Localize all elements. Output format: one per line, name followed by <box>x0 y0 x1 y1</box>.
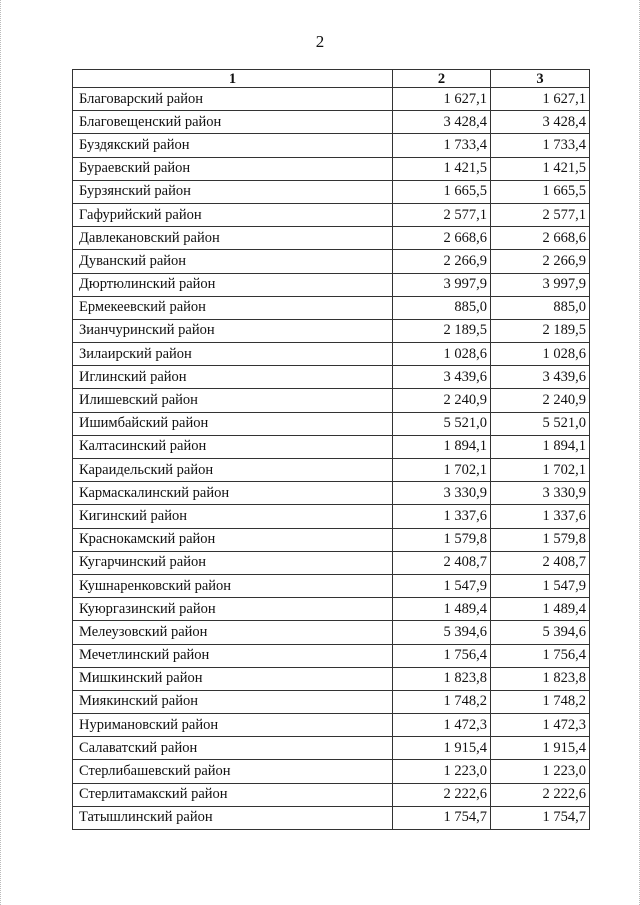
table-row <box>73 551 590 574</box>
table-row <box>73 644 590 667</box>
value-col3-cell: 1 223,0 <box>491 760 590 783</box>
column-header-1: 1 <box>73 70 393 88</box>
table-row <box>73 296 590 319</box>
table-row <box>73 134 590 157</box>
value-col2-cell: 1 627,1 <box>393 88 491 111</box>
value-col3-cell: 1 702,1 <box>491 459 590 482</box>
table-row <box>73 180 590 203</box>
district-name-cell: Мелеузовский район <box>73 621 393 644</box>
value-col3-cell: 1 028,6 <box>491 343 590 366</box>
district-name-cell: Караидельский район <box>73 459 393 482</box>
column-header-3: 3 <box>491 70 590 88</box>
district-name-cell: Зианчуринский район <box>73 319 393 342</box>
table-row <box>73 667 590 690</box>
district-name-cell: Краснокамский район <box>73 528 393 551</box>
table-row <box>73 621 590 644</box>
value-col2-cell: 3 439,6 <box>393 366 491 389</box>
value-col3-cell: 1 489,4 <box>491 598 590 621</box>
value-col3-cell: 1 579,8 <box>491 528 590 551</box>
table-row <box>73 389 590 412</box>
value-col3-cell: 2 408,7 <box>491 551 590 574</box>
value-col3-cell: 2 240,9 <box>491 389 590 412</box>
value-col2-cell: 1 472,3 <box>393 714 491 737</box>
value-col2-cell: 1 733,4 <box>393 134 491 157</box>
district-name-cell: Миякинский район <box>73 690 393 713</box>
table-row <box>73 505 590 528</box>
table-row <box>73 250 590 273</box>
value-col3-cell: 2 222,6 <box>491 783 590 806</box>
district-table <box>72 69 590 830</box>
value-col3-cell: 2 266,9 <box>491 250 590 273</box>
district-name-cell: Стерлитамакский район <box>73 783 393 806</box>
value-col3-cell: 1 337,6 <box>491 505 590 528</box>
table-row <box>73 435 590 458</box>
value-col2-cell: 1 915,4 <box>393 737 491 760</box>
value-col2-cell: 2 668,6 <box>393 227 491 250</box>
district-name-cell: Куюргазинский район <box>73 598 393 621</box>
value-col3-cell: 1 665,5 <box>491 180 590 203</box>
scan-edge-left <box>0 0 3 905</box>
value-col2-cell: 1 489,4 <box>393 598 491 621</box>
table-body <box>73 88 590 830</box>
district-name-cell: Благоварский район <box>73 88 393 111</box>
table-row <box>73 273 590 296</box>
value-col2-cell: 1 748,2 <box>393 690 491 713</box>
value-col3-cell: 3 330,9 <box>491 482 590 505</box>
district-name-cell: Татышлинский район <box>73 806 393 829</box>
district-name-cell: Зилаирский район <box>73 343 393 366</box>
district-name-cell: Мишкинский район <box>73 667 393 690</box>
table-row <box>73 366 590 389</box>
table-row <box>73 783 590 806</box>
district-name-cell: Давлекановский район <box>73 227 393 250</box>
value-col2-cell: 1 547,9 <box>393 574 491 597</box>
table-row <box>73 528 590 551</box>
value-col2-cell: 1 028,6 <box>393 343 491 366</box>
table-row <box>73 157 590 180</box>
value-col3-cell: 3 439,6 <box>491 366 590 389</box>
district-name-cell: Кармаскалинский район <box>73 482 393 505</box>
table-row <box>73 598 590 621</box>
value-col3-cell: 1 894,1 <box>491 435 590 458</box>
value-col2-cell: 1 754,7 <box>393 806 491 829</box>
value-col2-cell: 2 408,7 <box>393 551 491 574</box>
value-col3-cell: 885,0 <box>491 296 590 319</box>
value-col3-cell: 2 668,6 <box>491 227 590 250</box>
district-name-cell: Ишимбайский район <box>73 412 393 435</box>
value-col3-cell: 3 997,9 <box>491 273 590 296</box>
value-col3-cell: 1 915,4 <box>491 737 590 760</box>
value-col3-cell: 5 394,6 <box>491 621 590 644</box>
table-row <box>73 319 590 342</box>
district-name-cell: Илишевский район <box>73 389 393 412</box>
value-col3-cell: 1 472,3 <box>491 714 590 737</box>
value-col2-cell: 1 894,1 <box>393 435 491 458</box>
value-col3-cell: 2 577,1 <box>491 203 590 226</box>
value-col2-cell: 3 997,9 <box>393 273 491 296</box>
district-name-cell: Нуримановский район <box>73 714 393 737</box>
district-name-cell: Дуванский район <box>73 250 393 273</box>
column-header-2: 2 <box>393 70 491 88</box>
value-col3-cell: 1 748,2 <box>491 690 590 713</box>
table-header-row <box>73 70 590 88</box>
value-col3-cell: 1 627,1 <box>491 88 590 111</box>
table-row <box>73 482 590 505</box>
district-name-cell: Мечетлинский район <box>73 644 393 667</box>
value-col2-cell: 1 337,6 <box>393 505 491 528</box>
value-col3-cell: 5 521,0 <box>491 412 590 435</box>
table-row <box>73 737 590 760</box>
value-col2-cell: 1 823,8 <box>393 667 491 690</box>
district-name-cell: Ермекеевский район <box>73 296 393 319</box>
value-col2-cell: 1 421,5 <box>393 157 491 180</box>
district-name-cell: Салаватский район <box>73 737 393 760</box>
district-name-cell: Гафурийский район <box>73 203 393 226</box>
value-col2-cell: 2 266,9 <box>393 250 491 273</box>
district-name-cell: Бураевский район <box>73 157 393 180</box>
district-name-cell: Калтасинский район <box>73 435 393 458</box>
table-row <box>73 760 590 783</box>
value-col2-cell: 2 222,6 <box>393 783 491 806</box>
district-name-cell: Кигинский район <box>73 505 393 528</box>
table-row <box>73 227 590 250</box>
value-col2-cell: 2 577,1 <box>393 203 491 226</box>
district-name-cell: Буздякский район <box>73 134 393 157</box>
value-col3-cell: 3 428,4 <box>491 111 590 134</box>
table-row <box>73 714 590 737</box>
table-row <box>73 806 590 829</box>
value-col3-cell: 1 733,4 <box>491 134 590 157</box>
table-row <box>73 88 590 111</box>
value-col3-cell: 1 823,8 <box>491 667 590 690</box>
value-col3-cell: 1 754,7 <box>491 806 590 829</box>
table-row <box>73 459 590 482</box>
value-col3-cell: 1 547,9 <box>491 574 590 597</box>
table-row <box>73 690 590 713</box>
district-name-cell: Иглинский район <box>73 366 393 389</box>
value-col2-cell: 2 189,5 <box>393 319 491 342</box>
table-row <box>73 343 590 366</box>
value-col3-cell: 1 756,4 <box>491 644 590 667</box>
value-col2-cell: 2 240,9 <box>393 389 491 412</box>
value-col2-cell: 1 702,1 <box>393 459 491 482</box>
district-name-cell: Дюртюлинский район <box>73 273 393 296</box>
district-name-cell: Кугарчинский район <box>73 551 393 574</box>
table-row <box>73 574 590 597</box>
district-name-cell: Благовещенский район <box>73 111 393 134</box>
value-col2-cell: 5 394,6 <box>393 621 491 644</box>
value-col2-cell: 5 521,0 <box>393 412 491 435</box>
value-col3-cell: 1 421,5 <box>491 157 590 180</box>
value-col2-cell: 1 756,4 <box>393 644 491 667</box>
district-name-cell: Бурзянский район <box>73 180 393 203</box>
table-row <box>73 203 590 226</box>
table-row <box>73 111 590 134</box>
value-col2-cell: 885,0 <box>393 296 491 319</box>
value-col2-cell: 1 579,8 <box>393 528 491 551</box>
value-col2-cell: 1 665,5 <box>393 180 491 203</box>
district-name-cell: Стерлибашевский район <box>73 760 393 783</box>
page-number: 2 <box>315 32 325 51</box>
value-col2-cell: 3 428,4 <box>393 111 491 134</box>
table-row <box>73 412 590 435</box>
value-col2-cell: 1 223,0 <box>393 760 491 783</box>
value-col3-cell: 2 189,5 <box>491 319 590 342</box>
value-col2-cell: 3 330,9 <box>393 482 491 505</box>
district-name-cell: Кушнаренковский район <box>73 574 393 597</box>
